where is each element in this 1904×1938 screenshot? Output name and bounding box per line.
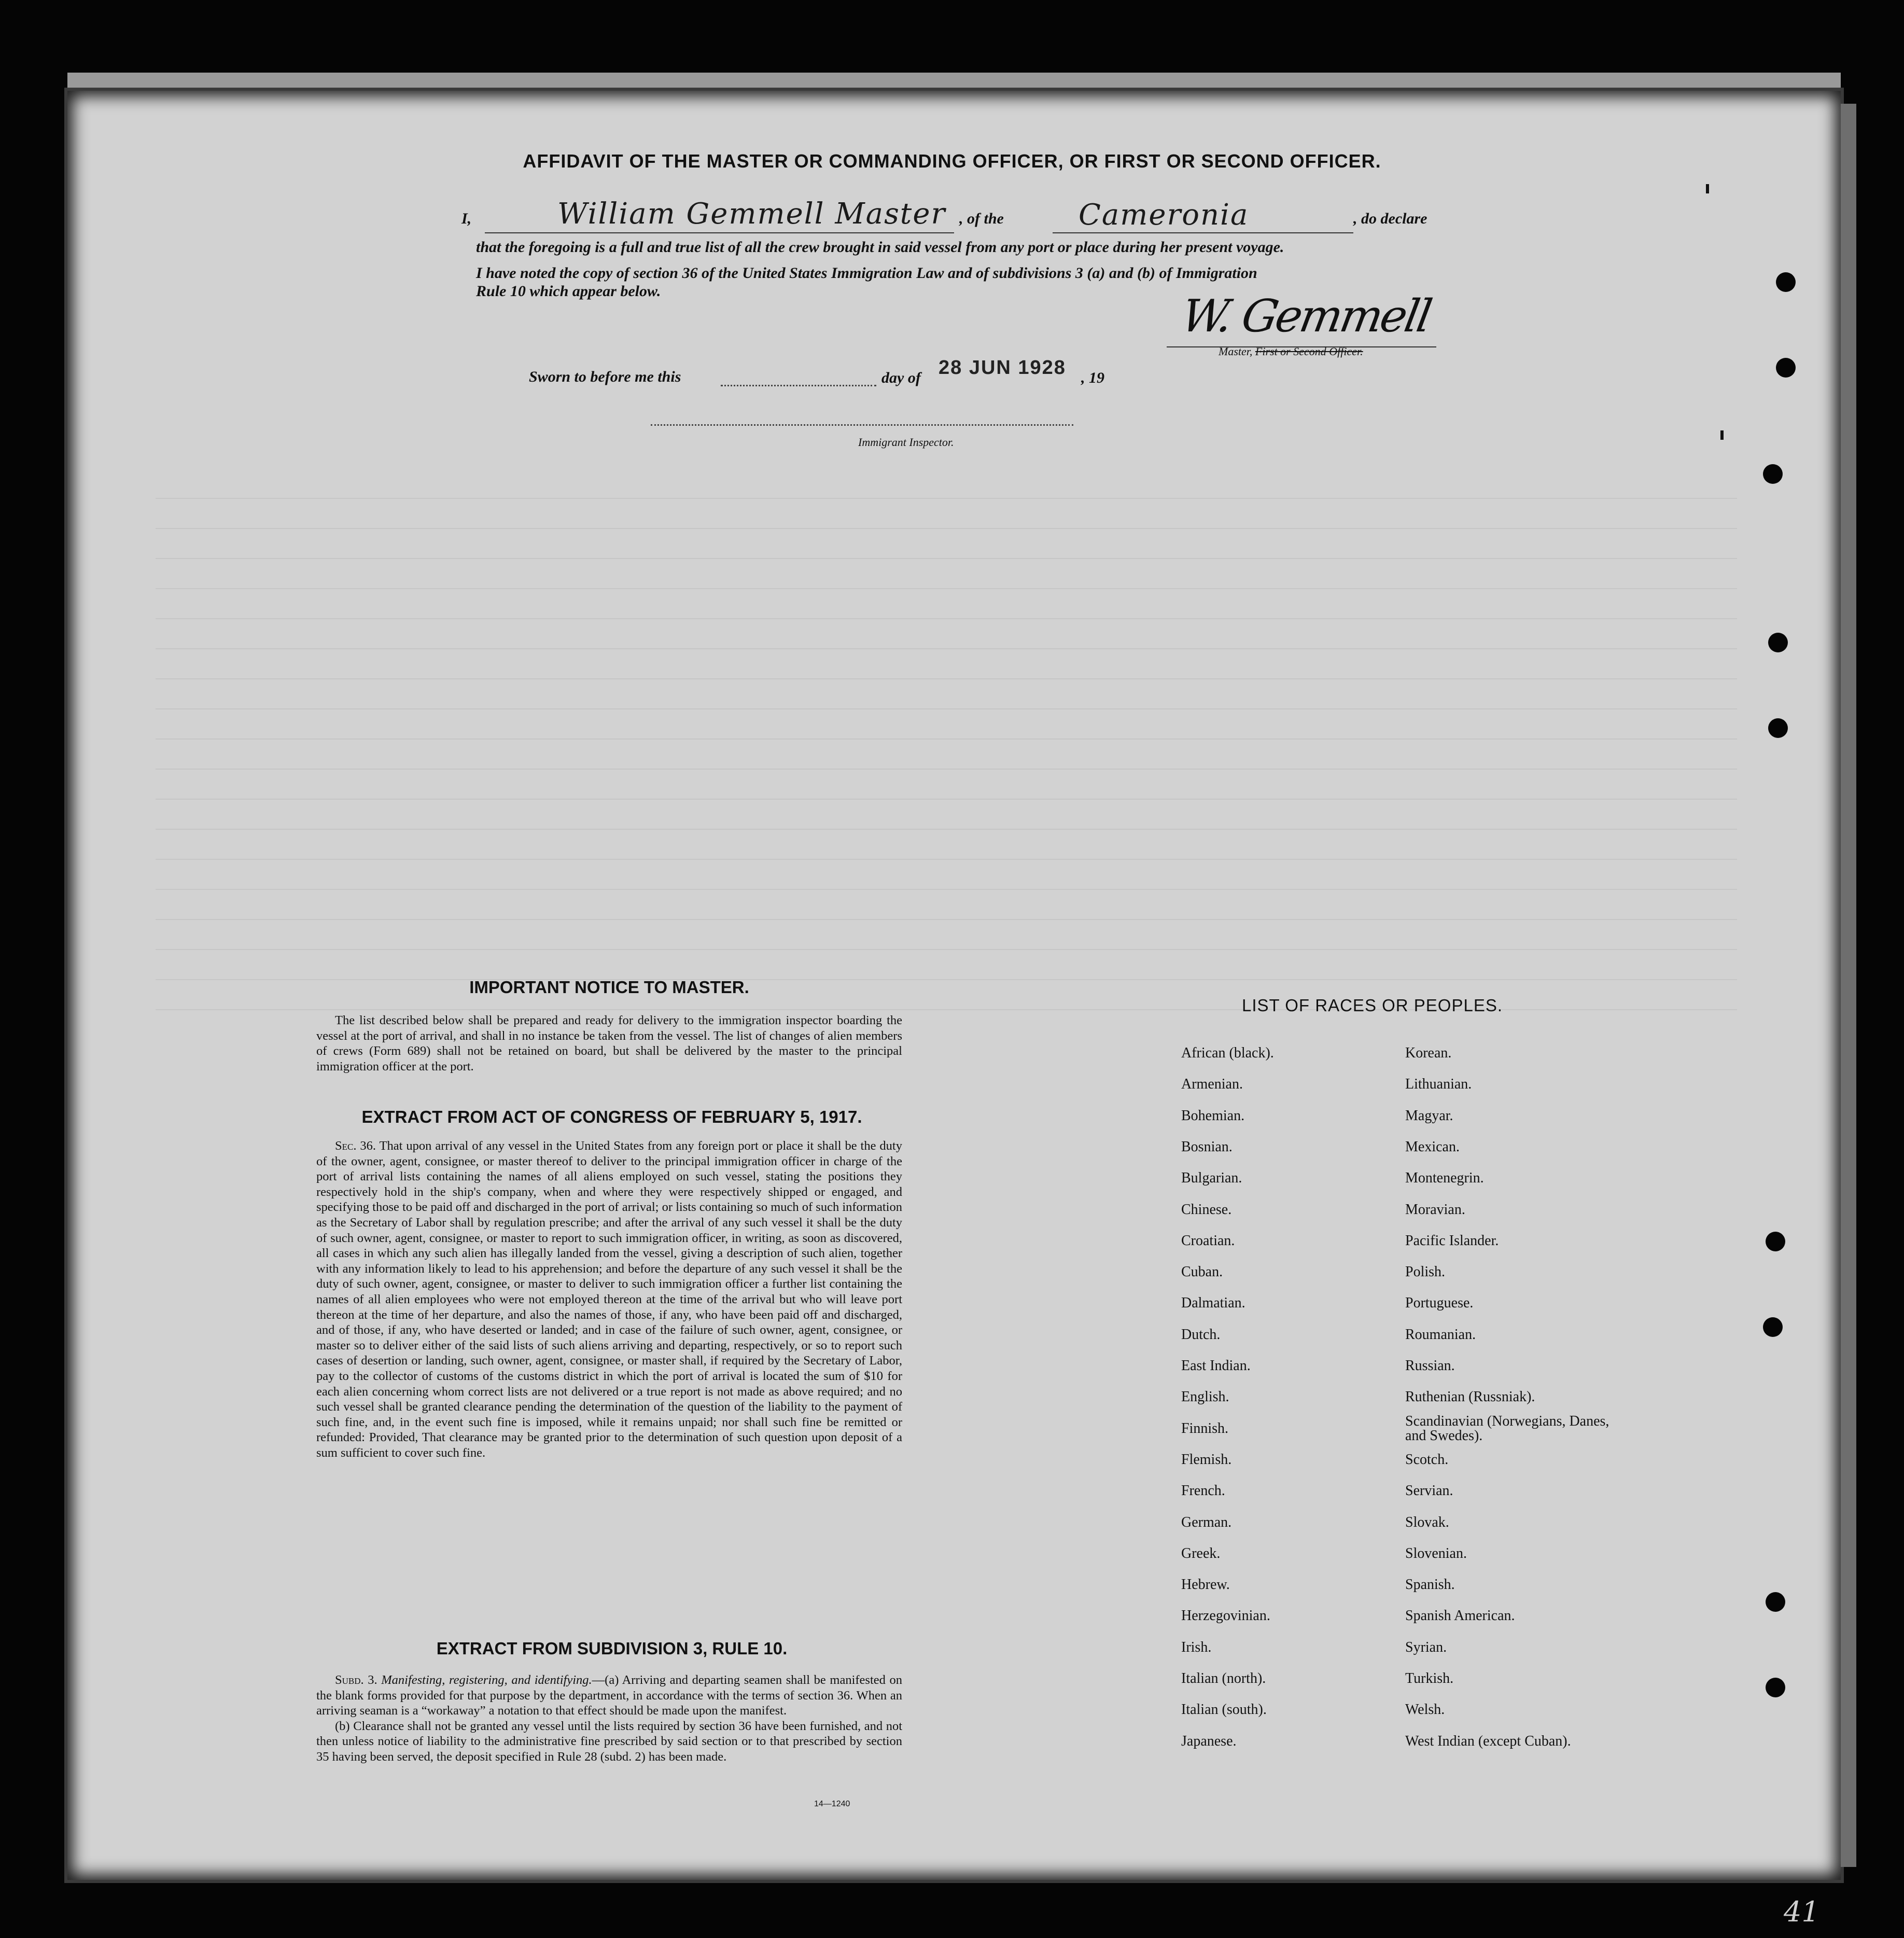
binder-hole xyxy=(1768,633,1788,652)
affidavit-line3: I have noted the copy of section 36 of the United States Immigration Law and of subdivisions 3 (a) and (b) of Immigration xyxy=(476,264,1257,282)
act-extract-title: EXTRACT FROM ACT OF CONGRESS OF FEBRUARY 5, 1917. xyxy=(361,1107,862,1126)
race-item: Finnish. xyxy=(1181,1420,1229,1437)
race-item: Dalmatian. xyxy=(1181,1295,1245,1312)
race-item: Roumanian. xyxy=(1405,1326,1476,1343)
sworn-year-label: , 19 xyxy=(1081,369,1104,386)
bleed-row xyxy=(156,949,1737,950)
signature-caption-master: Master, xyxy=(1219,345,1253,358)
race-item: Scandinavian (Norwegians, Danes, and Swedes). xyxy=(1405,1413,1609,1444)
rule-para-a: —(a) Arriving and departing seamen shall be manifested on the blank forms provided for that purpose by the department, in accordance with the terms of section 36. When an arriving seaman is a “workaway” a notation to that effect should be made upon the manifest. xyxy=(316,1673,902,1718)
affidavit-line2: that the foregoing is a full and true list of all the crew brought in said vessel from any port or place during her present voyage. xyxy=(476,239,1284,256)
bleed-row xyxy=(156,708,1737,709)
race-item: Servian. xyxy=(1405,1483,1453,1499)
race-item: Bulgarian. xyxy=(1181,1170,1242,1187)
race-item: Magyar. xyxy=(1405,1107,1453,1124)
binder-hole xyxy=(1776,272,1796,292)
bleed-row xyxy=(156,859,1737,860)
bleed-row xyxy=(156,769,1737,770)
race-item: Cuban. xyxy=(1181,1264,1223,1280)
race-item: Bosnian. xyxy=(1181,1138,1233,1155)
affidavit-title: AFFIDAVIT OF THE MASTER OR COMMANDING OFFICER, OR FIRST OR SECOND OFFICER. xyxy=(523,150,1381,172)
race-item: African (black). xyxy=(1181,1045,1274,1061)
bleed-row xyxy=(156,678,1737,679)
race-item: German. xyxy=(1181,1514,1232,1530)
race-item: Moravian. xyxy=(1405,1201,1465,1218)
race-item: Ruthenian (Russniak). xyxy=(1405,1389,1535,1405)
bleed-row xyxy=(156,498,1737,499)
race-item: Japanese. xyxy=(1181,1733,1237,1749)
inspector-caption: Immigrant Inspector. xyxy=(858,436,954,449)
act-extract-body xyxy=(316,1138,902,1460)
race-item: Italian (south). xyxy=(1181,1702,1267,1718)
signature-caption-struck: First or Second Officer. xyxy=(1255,345,1363,358)
race-item: Korean. xyxy=(1405,1045,1452,1061)
rule-subd-heading: Manifesting, registering, and identifying. xyxy=(381,1673,592,1687)
vessel-underline xyxy=(1053,232,1353,233)
race-item: Welsh. xyxy=(1405,1702,1445,1718)
binder-hole xyxy=(1763,464,1783,484)
race-item: Hebrew. xyxy=(1181,1577,1230,1593)
affidavit-line1-mid: , of the xyxy=(959,210,1004,227)
margin-tick xyxy=(1706,184,1709,193)
notice-body-text: The list described below shall be prepared and ready for delivery to the immigration inspector boarding the vessel at the port of arrival, and shall in no instance be taken from the vessel. The list of changes of alien members of crews (Form 689) shall not be retained on board, but shall be delivered by the master to the principal immigration officer at the port. xyxy=(316,1013,902,1073)
sworn-prefix: Sworn to before me this xyxy=(529,368,681,385)
master-signature: W. Gemmell xyxy=(1178,290,1434,342)
form-number: 14—1240 xyxy=(814,1800,850,1808)
affidavit-line1-prefix: I, xyxy=(461,210,472,227)
binder-hole xyxy=(1776,358,1796,378)
sworn-blank xyxy=(721,385,876,386)
act-extract-text: That upon arrival of any vessel in the United States from any foreign port or place it shall be the duty of the owner, agent, consignee, or master thereof to deliver to the principal immigration officer in charge of the port of arrival lists containing the names of all aliens employed on such vessel, stating the positions they respectively hold in the ship's company, when and where they were respectively shipped or engaged, and specifying those to be paid off and discharged in the port of arrival; or lists containing so much of such information as the Secretary of Labor shall by regulation prescribe; and after the arrival of any such vessel it shall be the duty of such owner, agent, consignee, or master to report to such immigration officer, in writing, as soon as discovered, all cases in which any such alien has illegally landed from the vessel, giving a description of such alien, together with any information likely to lead to his apprehension; and before the departure of any such vessel it shall be the duty of such owner, agent, consignee, or master to deliver to such immigration officer a further list containing the names of all alien employees who were not employed thereon at the time of the arrival but who will leave port thereon at the time of her departure, and also the names of those, if any, who have been paid off and discharged, and of those, if any, who have deserted or landed; and in case of the failure of such owner, agent, consignee, or master so to deliver either of the said lists of such aliens arriving and departing, respectively, or so to report such cases of desertion or landing, such owner, agent, consignee, or master shall, if required by the Secretary of Labor, pay to the collector of customs of the customs district in which the port of arrival is located the sum of $10 for each alien concerning whom correct lists are not delivered or a true report is not made as above required; and no such vessel shall be granted clearance pending the determination of the question of the liability to the payment of such fine, and, in the event such fine is imposed, while it remains unpaid; nor shall such fine be remitted or refunded: Provided, That clearance may be granted prior to the determination of such question upon deposit of a sum sufficient to cover such fine. xyxy=(316,1139,902,1460)
race-item: English. xyxy=(1181,1389,1229,1405)
bleed-row xyxy=(156,829,1737,830)
inspector-signature-line xyxy=(651,424,1073,426)
declarant-underline xyxy=(485,232,954,233)
race-item: Italian (north). xyxy=(1181,1670,1266,1686)
bleed-row xyxy=(156,558,1737,559)
race-item: Slovak. xyxy=(1405,1514,1449,1530)
signature-caption xyxy=(1219,345,1363,358)
bleed-row xyxy=(156,919,1737,920)
binder-hole xyxy=(1763,1317,1783,1337)
race-item: Greek. xyxy=(1181,1545,1221,1561)
binder-hole xyxy=(1766,1232,1785,1251)
bleed-row xyxy=(156,618,1737,619)
bleed-row xyxy=(156,889,1737,890)
sworn-day-label: day of xyxy=(881,369,921,386)
declarant-name: William Gemmell Master xyxy=(557,197,946,231)
race-item: Pacific Islander. xyxy=(1405,1232,1499,1249)
affidavit-line1-suffix: , do declare xyxy=(1353,210,1427,227)
rule-extract-title: EXTRACT FROM SUBDIVISION 3, RULE 10. xyxy=(436,1639,788,1658)
bleed-row xyxy=(156,528,1737,529)
bleed-row xyxy=(156,738,1737,740)
bleed-row xyxy=(156,648,1737,649)
sworn-date-stamp: 28 JUN 1928 xyxy=(939,357,1066,379)
binder-hole xyxy=(1766,1592,1785,1612)
race-item: Montenegrin. xyxy=(1405,1170,1484,1187)
bleed-row xyxy=(156,799,1737,800)
bleed-row xyxy=(156,588,1737,589)
race-item: Scotch. xyxy=(1405,1451,1449,1468)
sheet-top-strip xyxy=(67,73,1841,93)
race-item: Dutch. xyxy=(1181,1326,1221,1343)
rule-subd-label: Subd. 3. xyxy=(335,1673,377,1687)
race-item: Lithuanian. xyxy=(1405,1076,1472,1093)
race-item: Bohemian. xyxy=(1181,1107,1245,1124)
race-item: Mexican. xyxy=(1405,1138,1460,1155)
binder-hole xyxy=(1768,718,1788,738)
rule-extract-body xyxy=(316,1672,902,1765)
binder-hole xyxy=(1766,1678,1785,1697)
race-item: Chinese. xyxy=(1181,1201,1232,1218)
rule-para-b: (b) Clearance shall not be granted any vessel until the lists required by section 36 have been furnished, and not then unless notice of liability to the administrative fine prescribed by said section or to that prescribed by section 35 having been served, the deposit specified in Rule 28 (subd. 2) has been made. xyxy=(316,1719,902,1764)
race-item: Flemish. xyxy=(1181,1451,1232,1468)
page-mark: 41 xyxy=(1784,1895,1819,1928)
races-title: LIST OF RACES OR PEOPLES. xyxy=(1242,996,1503,1015)
race-item: Irish. xyxy=(1181,1639,1212,1655)
race-item: Spanish American. xyxy=(1405,1608,1515,1624)
race-item: Turkish. xyxy=(1405,1670,1454,1686)
race-item: Armenian. xyxy=(1181,1076,1243,1093)
race-item: Spanish. xyxy=(1405,1577,1455,1593)
notice-body xyxy=(316,1013,902,1074)
vessel-name: Cameronia xyxy=(1079,198,1249,232)
race-item: French. xyxy=(1181,1483,1225,1499)
race-item: Syrian. xyxy=(1405,1639,1447,1655)
race-item: East Indian. xyxy=(1181,1358,1251,1374)
race-item: Croatian. xyxy=(1181,1232,1235,1249)
act-section-label: Sec. 36. xyxy=(335,1139,376,1153)
sheet-edge xyxy=(1841,104,1856,1867)
race-item: Russian. xyxy=(1405,1358,1455,1374)
margin-tick xyxy=(1720,430,1724,440)
race-item: Herzegovinian. xyxy=(1181,1608,1270,1624)
notice-title: IMPORTANT NOTICE TO MASTER. xyxy=(469,978,749,997)
race-item: Slovenian. xyxy=(1405,1545,1467,1561)
race-item: West Indian (except Cuban). xyxy=(1405,1733,1571,1749)
affidavit-line4: Rule 10 which appear below. xyxy=(476,283,661,300)
race-item: Polish. xyxy=(1405,1264,1446,1280)
race-item: Portuguese. xyxy=(1405,1295,1474,1312)
